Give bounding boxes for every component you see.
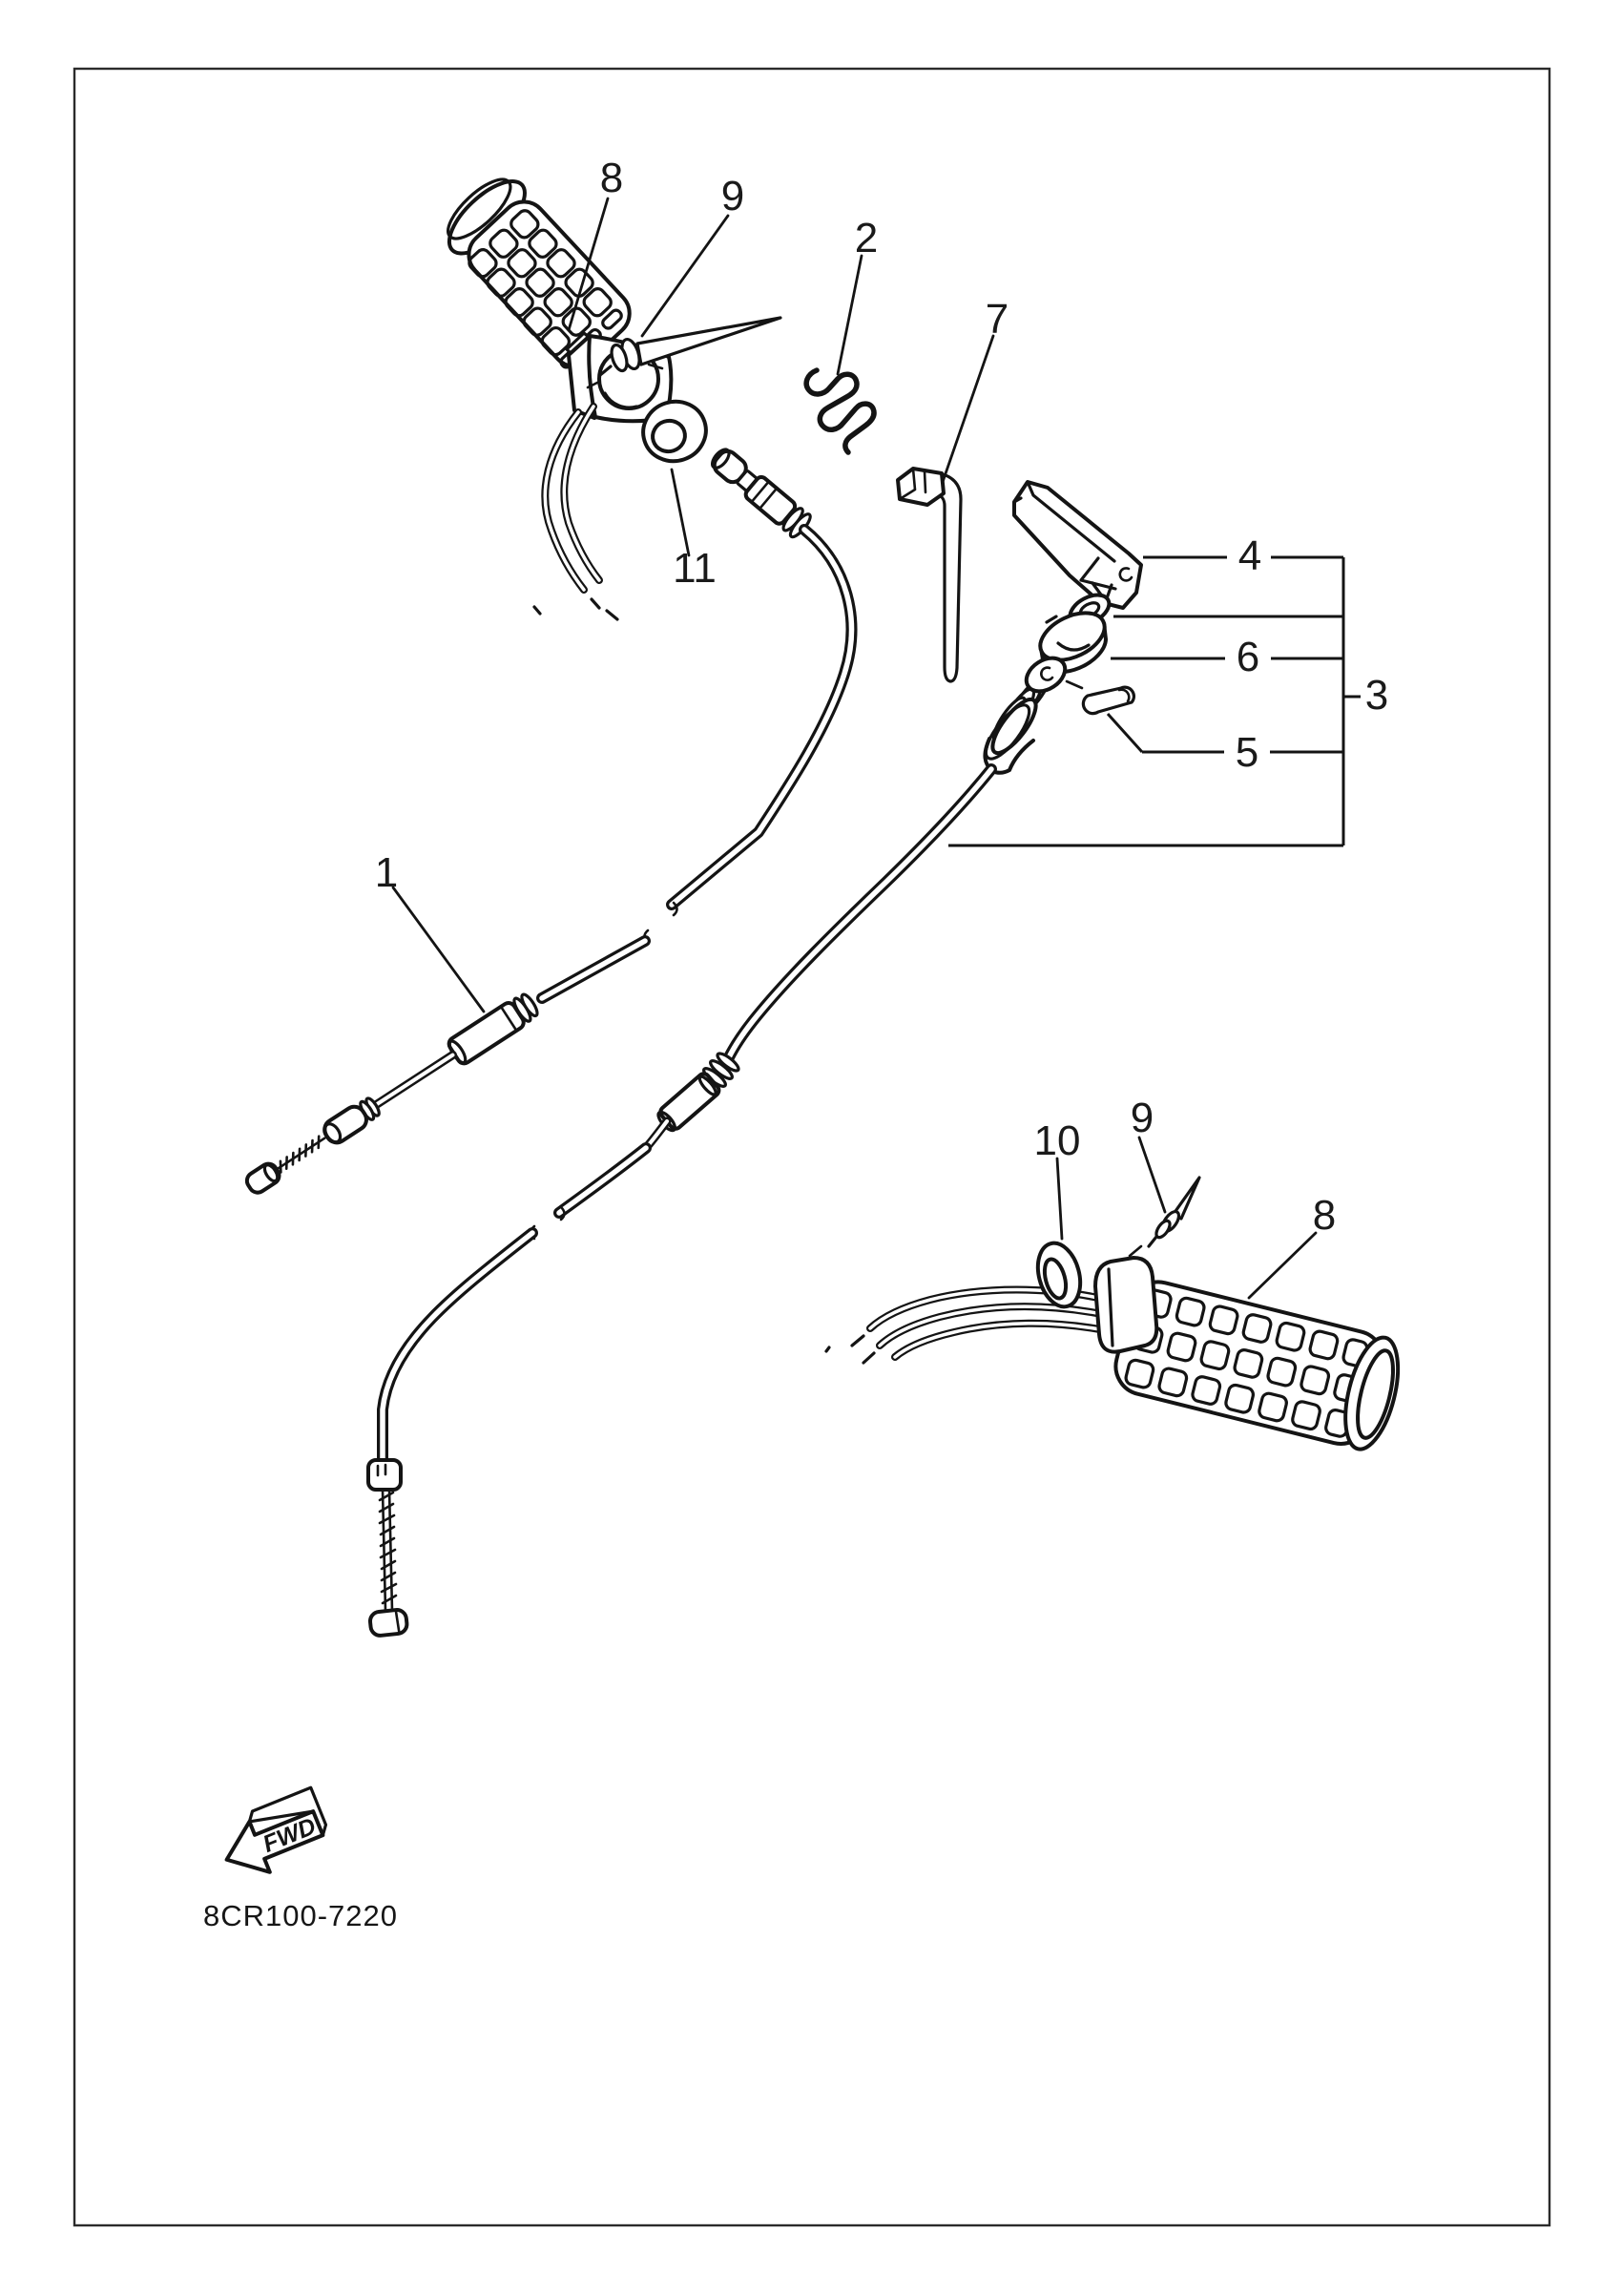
spring-clip [806,370,874,452]
callout-5: 5 [1235,729,1259,776]
callout-6: 6 [1236,634,1260,680]
starter-pin [1067,681,1133,714]
grip-lower [1095,1258,1407,1454]
callout-9-top: 9 [720,173,745,219]
starter-knob [979,651,1071,772]
cable-band [898,469,961,681]
starter-lever [1014,482,1141,608]
callout-3: 3 [1364,672,1389,719]
grip-ring-lower [1031,1239,1087,1312]
callout-8-bottom: 8 [1312,1192,1337,1239]
fwd-arrow [214,1787,335,1885]
callout-2: 2 [854,215,879,261]
callout-7: 7 [985,296,1009,343]
callout-8-top: 8 [599,155,624,201]
callout-bracket-3 [948,557,1361,845]
callout-1: 1 [374,849,399,896]
callout-leaders [393,198,1316,1298]
callout-4: 4 [1237,532,1262,579]
callout-10: 10 [1033,1117,1081,1164]
throttle-housing-wires [534,407,617,619]
figure-part-code: 8CR100-7220 [203,1899,399,1932]
callout-11: 11 [673,545,717,592]
throttle-cable [241,444,851,1199]
fwd-label: FWD [259,1812,320,1858]
callout-9-bottom: 9 [1130,1095,1154,1141]
grip-screw-lower [1130,1178,1199,1256]
